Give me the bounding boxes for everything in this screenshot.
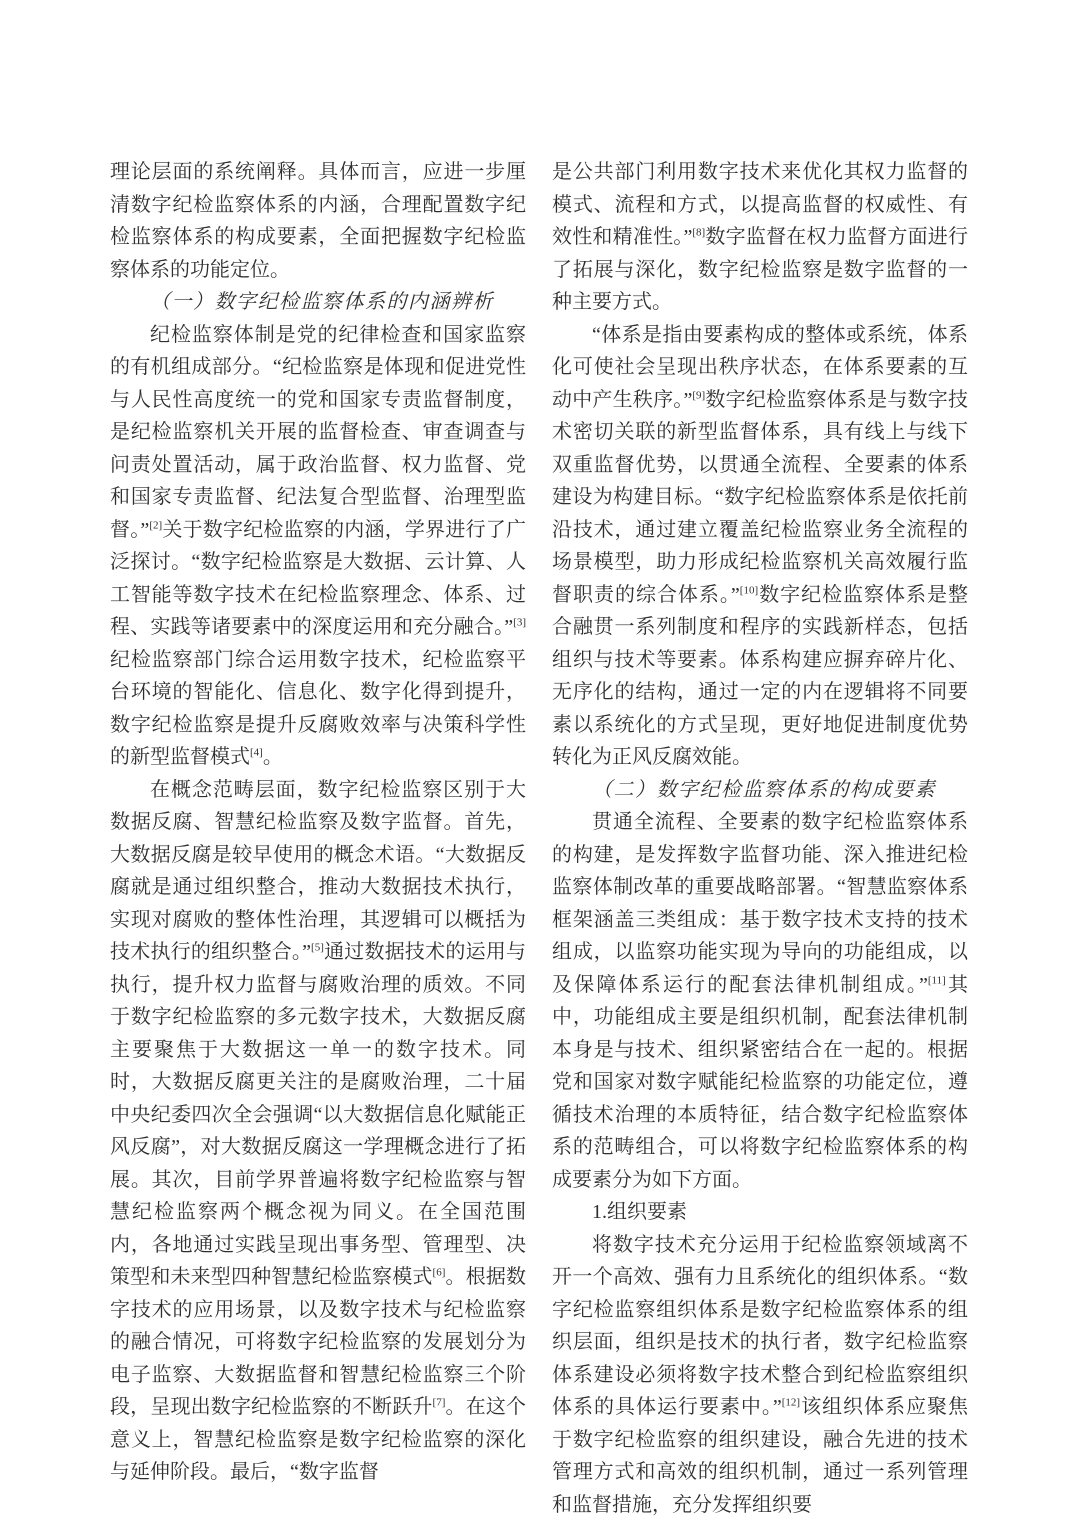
body-paragraph: 将数字技术充分运用于纪检监察领域离不开一个高效、强有力且系统化的组织体系。“数字纪检监察组织体系是数字纪检监察体系的组织层面，组织是技术的执行者，数字纪检监察体系建设必须将数字技术整合到纪检监察组织体系的具体运行要素中。”[12]该组织体系应聚焦于数字纪检监察的组织建设，融合先进的技术管理方式和高效的组织机制，通过一系列管理和监督措施，充分发挥组织要 bbox=[552, 1229, 968, 1521]
body-paragraph: 贯通全流程、全要素的数字纪检监察体系的构建，是发挥数字监督功能、深入推进纪检监察体制改革的重要战略部署。“智慧监察体系框架涵盖三类组成：基于数字技术支持的技术组成，以监察功能实现为导向的功能组成，以及保障体系运行的配套法律机制组成。”[11]其中，功能组成主要是组织机制，配套法律机制本身是与技术、组织紧密结合在一起的。根据党和国家对数字赋能纪检监察的功能定位，遵循技术治理的本质特征，结合数字纪检监察体系的范畴组合，可以将数字纪检监察体系的构成要素分为如下方面。 bbox=[552, 806, 968, 1196]
footnote-reference: [4] bbox=[250, 746, 263, 758]
section-heading: （二）数字纪检监察体系的构成要素 bbox=[552, 774, 968, 807]
text-column-right bbox=[552, 156, 968, 1517]
footnote-reference: [11] bbox=[928, 974, 946, 986]
text-column-left bbox=[110, 156, 526, 1517]
footnote-reference: [5] bbox=[311, 941, 324, 953]
body-paragraph: 在概念范畴层面，数字纪检监察区别于大数据反腐、智慧纪检监察及数字监督。首先，大数据反腐是较早使用的概念术语。“大数据反腐就是通过组织整合，推动大数据技术执行，实现对腐败的整体性治理，其逻辑可以概括为技术执行的组织整合。”[5]通过数据技术的运用与执行，提升权力监督与腐败治理的质效。不同于数字纪检监察的多元数字技术，大数据反腐主要聚焦于大数据这一单一的数字技术。同时，大数据反腐更关注的是腐败治理，二十届中央纪委四次全会强调“以大数据信息化赋能正风反腐”，对大数据反腐这一学理概念进行了拓展。其次，目前学界普遍将数字纪检监察与智慧纪检监察两个概念视为同义。在全国范围内，各地通过实践呈现出事务型、管理型、决策型和未来型四种智慧纪检监察模式[6]。根据数字技术的应用场景，以及数字技术与纪检监察的融合情况，可将数字纪检监察的发展划分为电子监察、大数据监督和智慧纪检监察三个阶段，呈现出数字纪检监察的不断跃升[7]。在这个意义上，智慧纪检监察是数字纪检监察的深化与延伸阶段。最后，“数字监督 bbox=[110, 774, 526, 1489]
footnote-reference: [8] bbox=[692, 226, 705, 238]
footnote-reference: [6] bbox=[433, 1266, 446, 1278]
body-paragraph: 理论层面的系统阐释。具体而言，应进一步厘清数字纪检监察体系的内涵，合理配置数字纪检监察体系的构成要素，全面把握数字纪检监察体系的功能定位。 bbox=[110, 156, 526, 286]
footnote-reference: [3] bbox=[513, 616, 526, 628]
footnote-reference: [2] bbox=[149, 519, 162, 531]
footnote-reference: [9] bbox=[692, 389, 705, 401]
footnote-reference: [7] bbox=[433, 1396, 446, 1408]
footnote-reference: [10] bbox=[740, 584, 758, 596]
body-paragraph: 是公共部门利用数字技术来优化其权力监督的模式、流程和方式，以提高监督的权威性、有效性和精准性。”[8]数字监督在权力监督方面进行了拓展与深化，数字纪检监察是数字监督的一种主要方式。 bbox=[552, 156, 968, 319]
body-paragraph: “体系是指由要素构成的整体或系统，体系化可使社会呈现出秩序状态，在体系要素的互动中产生秩序。”[9]数字纪检监察体系是与数字技术密切关联的新型监督体系，具有线上与线下双重监督优势，以贯通全流程、全要素的体系建设为构建目标。“数字纪检监察体系是依托前沿技术，通过建立覆盖纪检监察业务全流程的场景模型，助力形成纪检监察机关高效履行监督职责的综合体系。”[10]数字纪检监察体系是整合融贯一系列制度和程序的实践新样态，包括组织与技术等要素。体系构建应摒弃碎片化、无序化的结构，通过一定的内在逻辑将不同要素以系统化的方式呈现，更好地促进制度优势转化为正风反腐效能。 bbox=[552, 319, 968, 774]
footnote-reference: [12] bbox=[782, 1396, 800, 1408]
body-paragraph: 纪检监察体制是党的纪律检查和国家监察的有机组成部分。“纪检监察是体现和促进党性与人民性高度统一的党和国家专责监督制度，是纪检监察机关开展的监督检查、审查调查与问责处置活动，属于政治监督、权力监督、党和国家专责监督、纪法复合型监督、治理型监督。”[2]关于数字纪检监察的内涵，学界进行了广泛探讨。“数字纪检监察是大数据、云计算、人工智能等数字技术在纪检监察理念、体系、过程、实践等诸要素中的深度运用和充分融合。”[3]纪检监察部门综合运用数字技术，纪检监察平台环境的智能化、信息化、数字化得到提升，数字纪检监察是提升反腐败效率与决策科学性的新型监督模式[4]。 bbox=[110, 319, 526, 774]
sub-heading: 1.组织要素 bbox=[552, 1196, 968, 1229]
section-heading: （一）数字纪检监察体系的内涵辨析 bbox=[110, 286, 526, 319]
